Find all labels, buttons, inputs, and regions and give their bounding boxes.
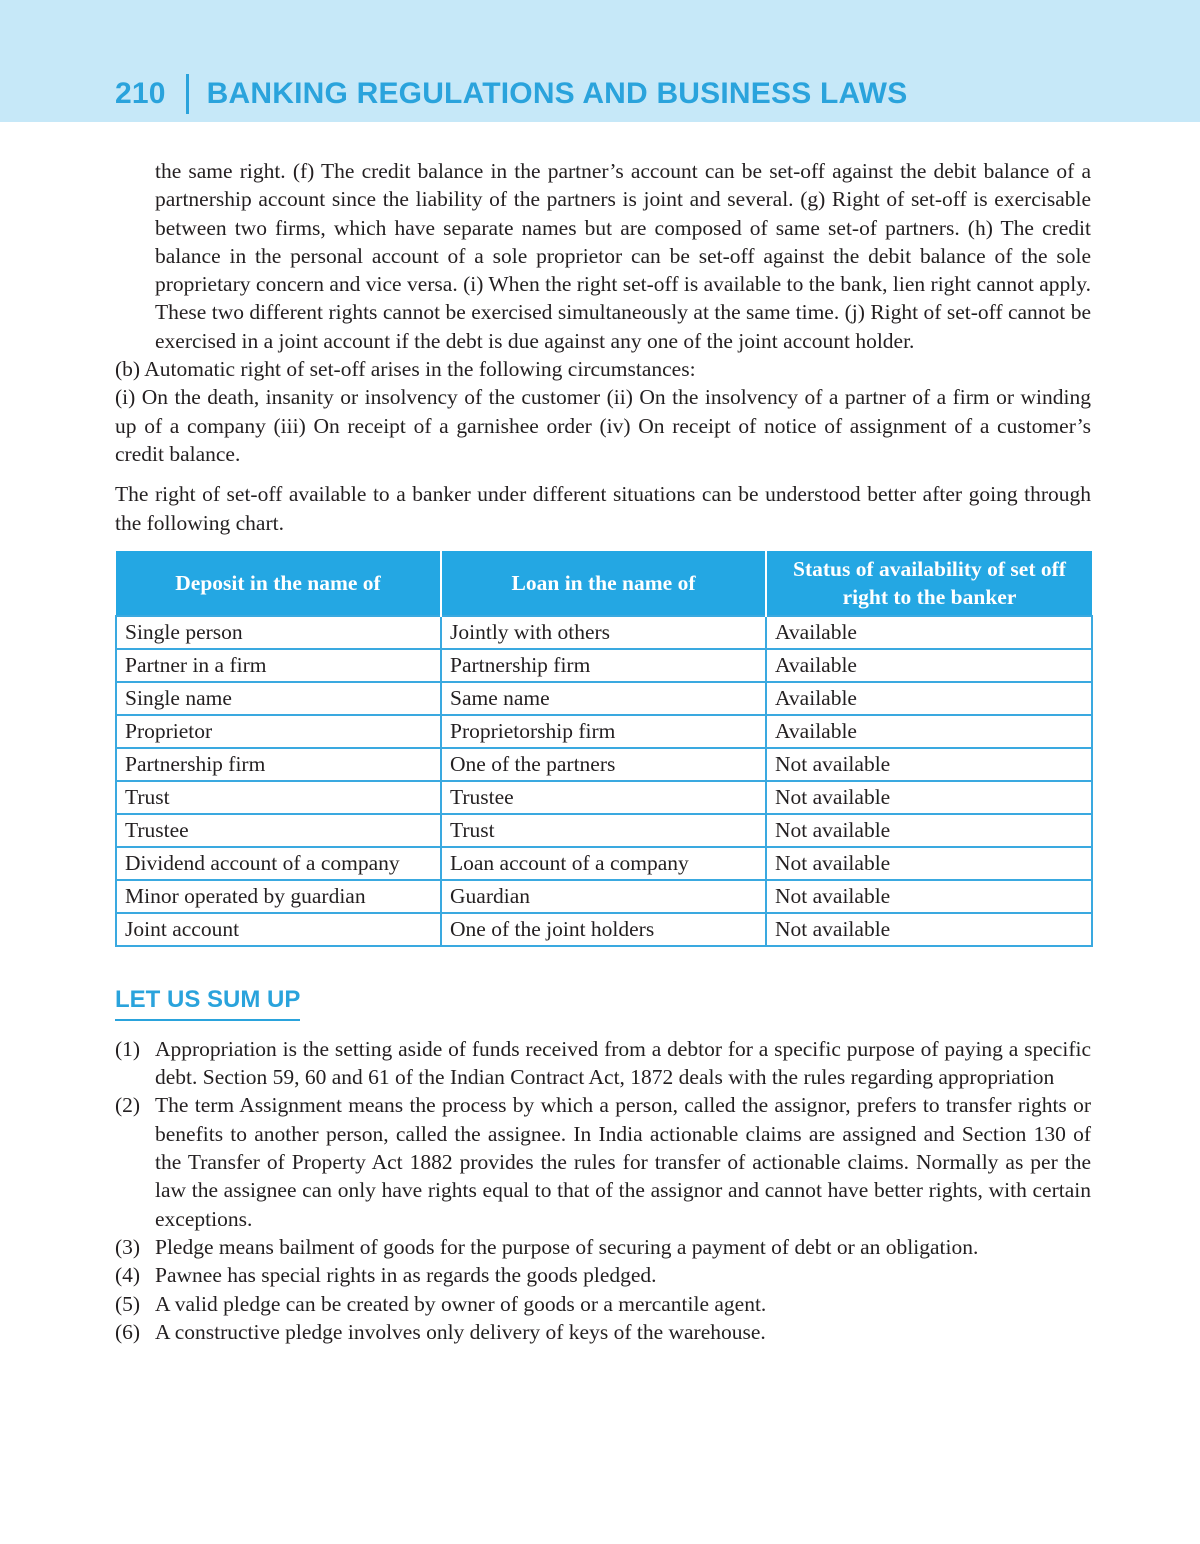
list-item-text: Pawnee has special rights in as regards the goods pledged. [155,1263,657,1288]
cell-status: Not available [766,880,1092,913]
cell-loan: Guardian [441,880,766,913]
cell-deposit: Dividend account of a company [116,847,441,880]
table-row [116,748,1092,781]
book-title: BANKING REGULATIONS AND BUSINESS LAWS [206,77,908,110]
chart-intro: The right of set-off available to a banker under different situations can be understood better after going through the following chart. [115,482,1091,535]
list-item [115,1035,1091,1092]
cell-loan: One of the joint holders [441,913,766,946]
list-item-text: Pledge means bailment of goods for the purpose of securing a payment of debt or an obligation. [155,1234,979,1259]
page-body [115,157,1091,1346]
cell-status: Available [766,682,1092,715]
page-header [0,0,1200,122]
cell-loan: Loan account of a company [441,847,766,880]
list-item-number: (2) [115,1093,141,1118]
cell-loan: Trust [441,814,766,847]
sum-up-heading: LET US SUM UP [115,985,300,1021]
list-item [115,1290,1091,1318]
col-header-deposit: Deposit in the name of [116,551,441,616]
table-row [116,781,1092,814]
col-header-loan: Loan in the name of [441,551,766,616]
list-item-text: A valid pledge can be created by owner of goods or a mercantile agent. [155,1291,767,1316]
continued-paragraph: the same right. (f) The credit balance in the partner’s account can be set-off against the debit balance of a partnership account since the liability of the partners is joint and several. (g) Right of set-off is exercisable between two firms, which have separate names but are composed of same set-of partners. (h) The credit balance in the personal account of a sole proprietor can be set-off against the debit balance of the sole proprietary concern and vice versa. (i) When the right set-off is available to the bank, lien right cannot apply. These two different rights cannot be exercised simultaneously at the same time. (j) Right of set-off cannot be exercised in a joint account if the debt is due against any one of the joint account holder. [155,159,1091,353]
table-row [116,814,1092,847]
table-row [116,847,1092,880]
table-row [116,880,1092,913]
cell-deposit: Minor operated by guardian [116,880,441,913]
cell-deposit: Partnership firm [116,748,441,781]
list-item [115,1261,1091,1289]
table-row [116,913,1092,946]
cell-deposit: Trust [116,781,441,814]
table-row [116,649,1092,682]
cell-deposit: Trustee [116,814,441,847]
cell-loan: Trustee [441,781,766,814]
list-item [115,1091,1091,1232]
item-b-heading: (b) Automatic right of set-off arises in the following circumstances: [115,357,696,382]
item-b-text: (i) On the death, insanity or insolvency of the customer (ii) On the insolvency of a partner of a firm or winding up of a company (iii) On receipt of a garnishee order (iv) On receipt of notice of assignment of a customer’s credit balance. [115,385,1091,466]
cell-loan: One of the partners [441,748,766,781]
running-head [115,74,907,114]
cell-deposit: Single person [116,616,441,649]
table-row [116,682,1092,715]
sum-up-list [115,1035,1091,1346]
cell-deposit: Partner in a firm [116,649,441,682]
table-row [116,715,1092,748]
list-item-number: (6) [115,1319,141,1344]
cell-status: Not available [766,847,1092,880]
cell-deposit: Joint account [116,913,441,946]
col-header-status: Status of availability of set off right to the banker [766,551,1092,616]
page-number: 210 [115,77,166,110]
cell-loan: Same name [441,682,766,715]
header-divider [186,74,189,114]
list-item-text: Appropriation is the setting aside of funds received from a debtor for a specific purpose of paying a specific debt. Section 59, 60 and 61 of the Indian Contract Act, 1872 deals with the rules regarding appropriation [155,1036,1091,1090]
set-off-chart-table [115,551,1093,947]
cell-status: Not available [766,781,1092,814]
cell-status: Available [766,715,1092,748]
cell-loan: Proprietorship firm [441,715,766,748]
cell-deposit: Proprietor [116,715,441,748]
cell-deposit: Single name [116,682,441,715]
cell-status: Not available [766,913,1092,946]
list-item [115,1318,1091,1346]
list-item-number: (1) [115,1036,141,1061]
list-item-number: (4) [115,1263,141,1288]
list-item-number: (3) [115,1234,141,1259]
list-item-text: A constructive pledge involves only delivery of keys of the warehouse. [155,1319,766,1344]
cell-status: Available [766,616,1092,649]
table-header-row [116,551,1092,616]
cell-status: Available [766,649,1092,682]
cell-loan: Jointly with others [441,616,766,649]
cell-status: Not available [766,748,1092,781]
list-item-number: (5) [115,1291,141,1316]
list-item-text: The term Assignment means the process by which a person, called the assignor, prefers to transfer rights or benefits to another person, called the assignee. In India actionable claims are assigned and Section 130 of the Transfer of Property Act 1882 provides the rules for transfer of actionable claims. Normally as per the law the assignee can only have rights equal to that of the assignor and cannot have better rights, with certain exceptions. [155,1093,1091,1231]
cell-loan: Partnership firm [441,649,766,682]
table-row [116,616,1092,649]
list-item [115,1233,1091,1261]
cell-status: Not available [766,814,1092,847]
